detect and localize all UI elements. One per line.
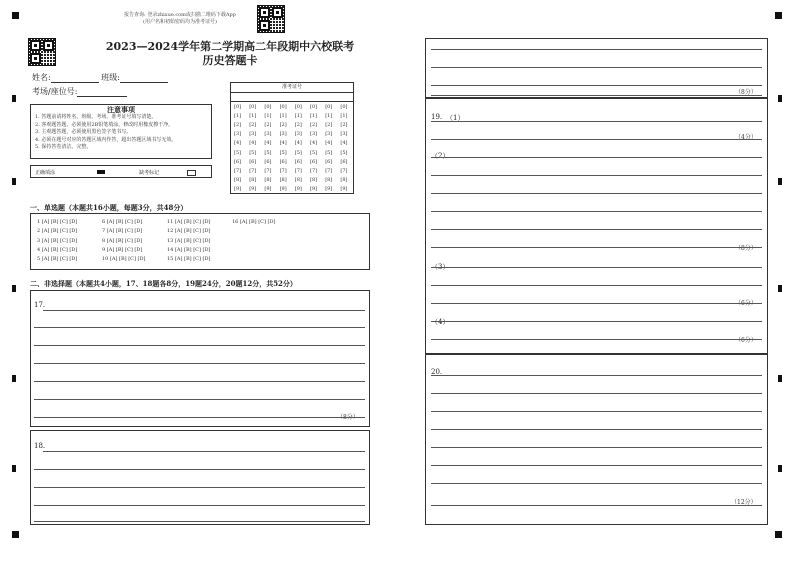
exam-id-bubble[interactable]: [7] xyxy=(279,167,287,174)
mcq-question[interactable]: 5 [A] [B] [C] [D] xyxy=(37,256,78,263)
answer-line xyxy=(431,429,762,430)
answer-line xyxy=(431,339,762,340)
exam-id-bubble[interactable]: [0] xyxy=(249,104,257,110)
notice-item: 3. 主观题答题，必须使用黑色签字笔书写。 xyxy=(35,129,132,136)
exam-id-bubble[interactable]: [7] xyxy=(264,167,272,174)
answer-line xyxy=(34,417,365,418)
absent-mark-checkbox[interactable] xyxy=(187,170,196,176)
exam-id-bubble[interactable]: [6] xyxy=(325,158,333,165)
exam-id-bubble[interactable]: [0] xyxy=(264,104,272,110)
notice-item: 5. 保持答卷清洁、完整。 xyxy=(35,144,92,151)
mcq-question[interactable]: 12 [A] [B] [C] [D] xyxy=(167,228,211,235)
exam-id-bubble[interactable]: [6] xyxy=(264,158,272,165)
q20-score: （12分） xyxy=(731,499,757,506)
room-label: 考场/座位号: xyxy=(32,87,78,96)
exam-id-bubble[interactable]: [7] xyxy=(325,167,333,174)
exam-id-bubble[interactable]: [8] xyxy=(294,176,302,183)
notice-item: 2. 客观题答题，必须使用2B铅笔填涂，修改时用橡皮擦干净。 xyxy=(35,121,174,128)
exam-id-bubble[interactable]: [3] xyxy=(340,131,348,138)
exam-id-bubble[interactable]: [9] xyxy=(234,185,242,192)
class-label: 班级: xyxy=(101,73,120,82)
exam-id-bubble[interactable]: [6] xyxy=(249,158,257,165)
exam-id-bubble[interactable]: [8] xyxy=(249,176,257,183)
answer-line xyxy=(34,521,365,522)
exam-id-bubble[interactable]: [5] xyxy=(294,149,302,156)
side-mark xyxy=(778,465,782,472)
exam-id-bubble[interactable]: [7] xyxy=(249,167,257,174)
name-underline[interactable] xyxy=(51,74,99,83)
answer-line xyxy=(431,505,762,506)
section1-title: 一、单选题（本题共16小题，每题3分，共48分） xyxy=(30,203,188,212)
exam-id-bubble[interactable]: [1] xyxy=(340,113,348,120)
answer-line xyxy=(431,67,762,68)
answer-line xyxy=(34,381,365,382)
answer-line xyxy=(34,345,365,346)
exam-id-bubble[interactable]: [3] xyxy=(294,131,302,138)
exam-id-bubble[interactable]: [2] xyxy=(264,122,272,129)
exam-id-bubble[interactable]: [2] xyxy=(279,122,287,129)
exam-id-title: 准考证号 xyxy=(231,83,353,93)
exam-id-bubble[interactable]: [3] xyxy=(264,131,272,138)
notice-title: 注意事项 xyxy=(107,105,135,114)
answer-line xyxy=(34,487,365,488)
exam-id-bubble[interactable]: [3] xyxy=(325,131,333,138)
exam-id-bubble[interactable]: [5] xyxy=(264,149,272,156)
q20-answer-box[interactable] xyxy=(425,354,768,525)
registration-mark xyxy=(12,531,19,538)
notice-box xyxy=(30,104,212,159)
q19-part1-label: （1） xyxy=(446,114,465,122)
exam-id-bubble[interactable]: [3] xyxy=(279,131,287,138)
answer-line xyxy=(34,327,365,328)
mcq-question[interactable]: 10 [A] [B] [C] [D] xyxy=(102,256,146,263)
exam-id-bubble[interactable]: [8] xyxy=(325,176,333,183)
exam-id-bubble[interactable]: [4] xyxy=(264,140,272,147)
mcq-question[interactable]: 1 [A] [B] [C] [D] xyxy=(37,219,78,225)
mcq-question[interactable]: 4 [A] [B] [C] [D] xyxy=(37,246,78,253)
mcq-question[interactable]: 6 [A] [B] [C] [D] xyxy=(102,219,143,225)
q19-part4-label: （4） xyxy=(431,318,450,326)
exam-id-bubble[interactable]: [7] xyxy=(340,167,348,174)
exam-id-bubble[interactable]: [9] xyxy=(325,185,333,192)
answer-line xyxy=(431,49,762,50)
answer-line xyxy=(34,363,365,364)
exam-id-bubble[interactable]: [5] xyxy=(249,149,257,156)
mcq-question[interactable]: 16 [A] [B] [C] [D] xyxy=(232,219,276,225)
answer-line xyxy=(431,483,762,484)
exam-id-bubble[interactable]: [7] xyxy=(234,167,242,174)
q17-number: 17. xyxy=(34,301,46,309)
fill-legend-box xyxy=(30,165,212,178)
room-field[interactable] xyxy=(32,86,127,97)
side-mark xyxy=(12,178,16,185)
exam-id-bubble[interactable]: [2] xyxy=(294,122,302,129)
q19-part3-score: （6分） xyxy=(735,300,757,307)
exam-id-bubble[interactable]: [2] xyxy=(340,122,348,129)
notice-item: 1. 答题前请将姓名、班级、考场、准考证号填写清楚。 xyxy=(35,114,157,120)
exam-id-bubble[interactable]: [2] xyxy=(325,122,333,129)
q19-part4-score: （6分） xyxy=(735,337,757,344)
section2-title: 二、非选择题（本题共4小题，17、18题各8分，19题24分，20题12分，共52分） xyxy=(30,279,297,288)
answer-line xyxy=(43,451,365,452)
answer-line xyxy=(431,447,762,448)
answer-line xyxy=(431,211,762,212)
name-label: 姓名: xyxy=(32,73,51,82)
answer-line xyxy=(431,267,762,268)
mcq-question[interactable]: 15 [A] [B] [C] [D] xyxy=(167,256,211,263)
answer-line xyxy=(431,139,762,140)
mcq-question[interactable]: 9 [A] [B] [C] [D] xyxy=(102,246,143,253)
exam-id-bubble[interactable]: [8] xyxy=(310,176,318,183)
answer-line xyxy=(431,465,762,466)
q17-answer-box[interactable] xyxy=(30,290,370,427)
q19-part3-label: （3） xyxy=(431,263,450,271)
exam-id-bubble[interactable]: [3] xyxy=(234,131,242,138)
q19-part2-score: （8分） xyxy=(735,245,757,252)
mcq-question[interactable]: 13 [A] [B] [C] [D] xyxy=(167,237,211,244)
exam-id-bubble[interactable]: [0] xyxy=(325,104,333,110)
answer-line xyxy=(431,157,762,158)
exam-id-bubble[interactable]: [4] xyxy=(234,140,242,147)
page-title: 2023—2024学年第二学期高二年段期中六校联考 xyxy=(105,40,355,53)
exam-id-bubble[interactable]: [2] xyxy=(234,122,242,129)
exam-id-write-row[interactable] xyxy=(231,92,353,102)
exam-id-bubble[interactable]: [8] xyxy=(234,176,242,183)
answer-line xyxy=(431,193,762,194)
q18-number: 18. xyxy=(34,442,46,450)
exam-id-bubble[interactable]: [6] xyxy=(294,158,302,165)
side-mark xyxy=(778,285,782,292)
exam-id-bubble[interactable]: [4] xyxy=(279,140,287,147)
exam-id-bubble[interactable]: [8] xyxy=(340,176,348,183)
exam-id-bubble[interactable]: [6] xyxy=(234,158,242,165)
exam-id-bubble[interactable]: [5] xyxy=(234,149,242,156)
mcq-question[interactable]: 11 [A] [B] [C] [D] xyxy=(167,219,211,225)
exam-id-bubble[interactable]: [6] xyxy=(310,158,318,165)
correct-fill-sample xyxy=(97,170,105,174)
exam-id-bubble[interactable]: [4] xyxy=(249,140,257,147)
q19-answer-box[interactable] xyxy=(425,98,768,354)
answer-line xyxy=(431,85,762,86)
exam-id-bubble[interactable]: [1] xyxy=(310,113,318,120)
exam-id-bubble[interactable]: [4] xyxy=(325,140,333,147)
report-note-line1: 报告查询: 登录zhixue.com或扫描二维码下载App xyxy=(124,12,236,18)
side-mark xyxy=(12,375,16,382)
exam-id-bubble[interactable]: [1] xyxy=(249,113,257,120)
exam-id-bubble[interactable]: [7] xyxy=(294,167,302,174)
side-mark xyxy=(12,285,16,292)
exam-id-bubble[interactable]: [3] xyxy=(249,131,257,138)
q19-number: 19. xyxy=(431,113,443,121)
answer-line xyxy=(431,121,762,122)
exam-id-bubble[interactable]: [4] xyxy=(294,140,302,147)
exam-id-bubble[interactable]: [0] xyxy=(340,104,348,110)
exam-id-bubble[interactable]: [5] xyxy=(340,149,348,156)
answer-line xyxy=(34,399,365,400)
continued-score: （8分） xyxy=(735,89,757,96)
mcq-question[interactable]: 8 [A] [B] [C] [D] xyxy=(102,237,143,244)
answer-line xyxy=(431,95,762,96)
answer-line xyxy=(431,321,762,322)
class-underline[interactable] xyxy=(120,74,168,83)
name-field[interactable] xyxy=(32,72,168,83)
exam-id-bubble[interactable]: [7] xyxy=(310,167,318,174)
answer-line xyxy=(43,310,365,311)
exam-id-bubble[interactable]: [9] xyxy=(310,185,318,192)
answer-line xyxy=(431,175,762,176)
answer-line xyxy=(34,469,365,470)
answer-line xyxy=(431,411,762,412)
side-mark xyxy=(778,375,782,382)
exam-id-bubble[interactable]: [9] xyxy=(279,185,287,192)
qr-code xyxy=(28,38,56,66)
q17-score: （8分） xyxy=(337,414,359,421)
exam-id-bubble[interactable]: [3] xyxy=(310,131,318,138)
report-note-line2: (用户名和初始密码均为准考证号) xyxy=(143,19,217,25)
side-mark xyxy=(12,465,16,472)
room-underline[interactable] xyxy=(77,88,127,97)
exam-id-bubble[interactable]: [9] xyxy=(294,185,302,192)
correct-fill-label: 正确填涂 xyxy=(35,170,56,176)
exam-id-bubble[interactable]: [6] xyxy=(340,158,348,165)
mcq-question[interactable]: 14 [A] [B] [C] [D] xyxy=(167,246,211,253)
q19-part2-label: （2） xyxy=(431,152,450,160)
q18-answer-box[interactable] xyxy=(30,430,370,525)
exam-id-box xyxy=(230,82,354,194)
exam-id-bubble[interactable]: [1] xyxy=(294,113,302,120)
section1-box xyxy=(30,213,370,270)
answer-line xyxy=(431,229,762,230)
exam-id-bubble[interactable]: [1] xyxy=(279,113,287,120)
exam-id-bubble[interactable]: [1] xyxy=(264,113,272,120)
q19-part1-score: （4分） xyxy=(735,134,757,141)
side-mark xyxy=(12,95,16,102)
answer-line xyxy=(34,505,365,506)
exam-id-bubble[interactable]: [9] xyxy=(249,185,257,192)
answer-line xyxy=(431,375,762,376)
exam-id-bubble[interactable]: [5] xyxy=(279,149,287,156)
q20-number: 20. xyxy=(431,368,443,376)
answer-line xyxy=(431,303,762,304)
exam-id-bubble[interactable]: [2] xyxy=(310,122,318,129)
report-note xyxy=(110,12,250,26)
side-mark xyxy=(778,178,782,185)
registration-mark xyxy=(775,12,782,19)
notice-item: 4. 必须在题号对应的答题区域内作答，超出答题区域书写无效。 xyxy=(35,136,177,143)
exam-id-bubble[interactable]: [2] xyxy=(249,122,257,129)
exam-id-bubble[interactable]: [0] xyxy=(279,104,287,110)
registration-mark xyxy=(12,12,19,19)
exam-id-bubble[interactable]: [1] xyxy=(234,113,242,120)
exam-id-bubble[interactable]: [4] xyxy=(310,140,318,147)
exam-id-bubble[interactable]: [8] xyxy=(264,176,272,183)
side-mark xyxy=(778,95,782,102)
exam-id-bubble[interactable]: [9] xyxy=(264,185,272,192)
continued-answer-box[interactable] xyxy=(425,38,768,98)
mcq-question[interactable]: 3 [A] [B] [C] [D] xyxy=(37,237,78,244)
answer-line xyxy=(431,393,762,394)
exam-id-bubble[interactable]: [0] xyxy=(294,104,302,110)
exam-id-bubble[interactable]: [5] xyxy=(325,149,333,156)
answer-line xyxy=(431,285,762,286)
exam-id-bubble[interactable]: [8] xyxy=(279,176,287,183)
exam-id-bubble[interactable]: [1] xyxy=(325,113,333,120)
absent-mark-label: 缺考标记 xyxy=(139,170,160,176)
exam-id-bubble[interactable]: [5] xyxy=(310,149,318,156)
exam-id-bubble[interactable]: [4] xyxy=(340,140,348,147)
exam-id-bubble[interactable]: [6] xyxy=(279,158,287,165)
mcq-question[interactable]: 7 [A] [B] [C] [D] xyxy=(102,228,143,235)
exam-id-bubble[interactable]: [0] xyxy=(310,104,318,110)
registration-mark xyxy=(775,531,782,538)
mcq-question[interactable]: 2 [A] [B] [C] [D] xyxy=(37,228,78,235)
qr-code[interactable] xyxy=(257,5,285,33)
exam-id-bubble[interactable]: [0] xyxy=(234,104,242,110)
page-subtitle: 历史答题卡 xyxy=(202,54,258,67)
exam-id-bubble[interactable]: [9] xyxy=(340,185,348,192)
answer-line xyxy=(431,247,762,248)
